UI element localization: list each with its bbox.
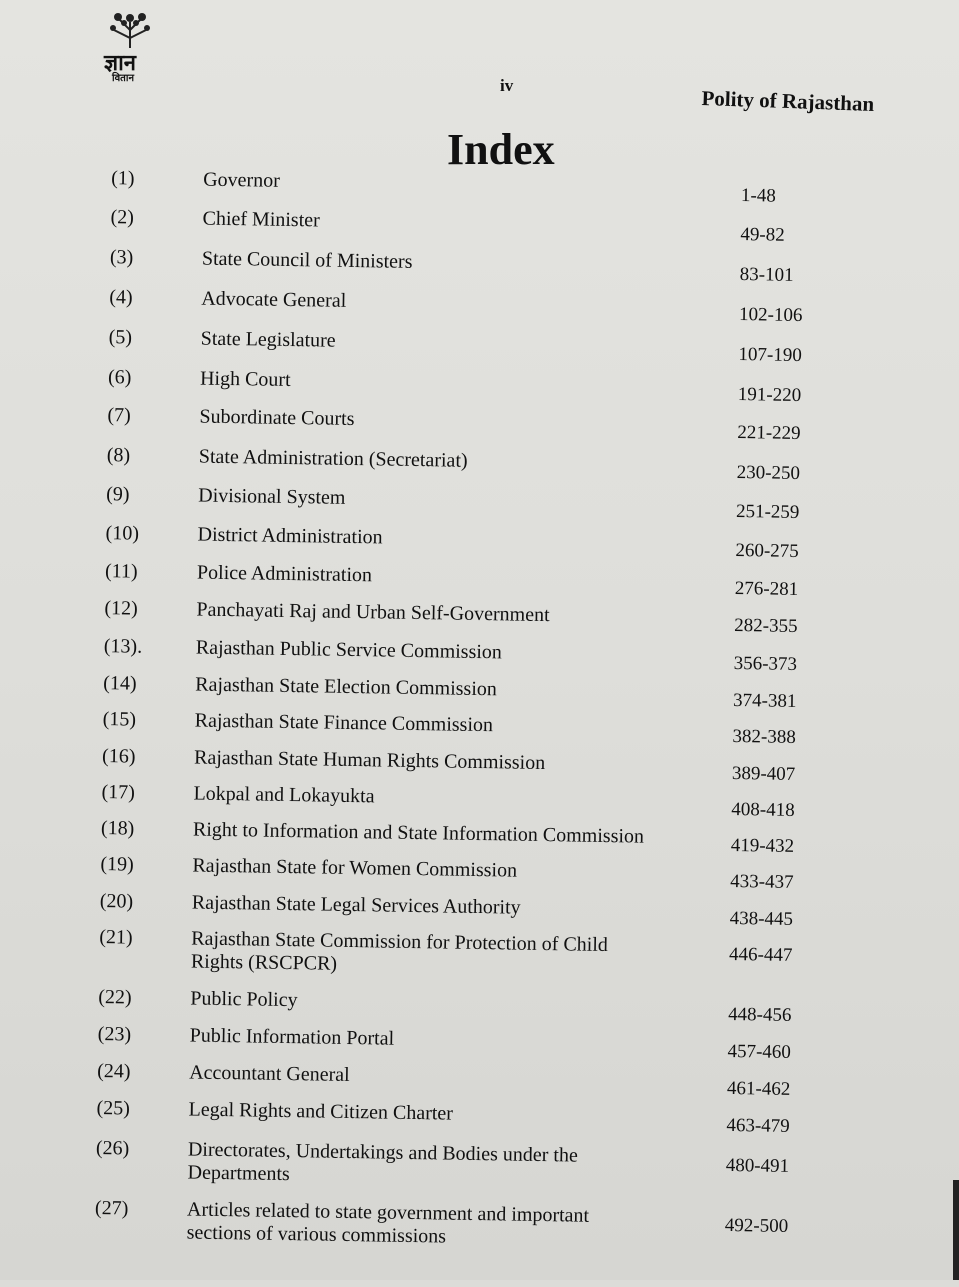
index-entry xyxy=(2,481,959,526)
entry-pages: 230-250 xyxy=(736,462,801,485)
entry-number: (16) xyxy=(101,745,136,768)
entry-pages: 480-491 xyxy=(725,1154,790,1177)
entry-number: (11) xyxy=(104,560,138,583)
entry-pages: 83-101 xyxy=(739,264,794,286)
entry-pages: 1-48 xyxy=(740,185,777,207)
entry-title: Rajasthan State Election Commission xyxy=(195,673,498,701)
entry-title: Public Information Portal xyxy=(189,1024,395,1050)
page-edge-shadow xyxy=(953,1180,959,1280)
entry-pages: 433-437 xyxy=(730,870,794,893)
entry-pages: 107-190 xyxy=(738,344,803,367)
book-title: Polity of Rajasthan xyxy=(701,86,875,117)
entry-number: (15) xyxy=(102,708,137,731)
logo-subtext: वितान xyxy=(112,73,134,84)
entry-title: Advocate General xyxy=(201,287,347,312)
entry-title: Lokpal and Lokayukta xyxy=(193,782,375,808)
svg-text:ज्ञान: ज्ञान xyxy=(104,51,137,76)
entry-title: Rajasthan State Human Rights Commission xyxy=(193,746,546,775)
entry-pages: 408-418 xyxy=(731,798,795,821)
entry-title: State Administration (Secretariat) xyxy=(198,445,468,472)
entry-number: (18) xyxy=(100,817,135,840)
entry-number: (8) xyxy=(106,444,131,467)
entry-number: (5) xyxy=(108,326,133,349)
entry-number: (26) xyxy=(95,1137,130,1160)
entry-number: (13). xyxy=(103,635,143,658)
index-entry xyxy=(6,245,959,290)
index-entry xyxy=(0,1195,950,1248)
entry-number: (22) xyxy=(98,986,132,1009)
index-entry xyxy=(0,1135,951,1186)
entry-pages: 461-462 xyxy=(726,1077,791,1100)
entry-title: Rajasthan State Legal Services Authority xyxy=(191,891,521,919)
entry-title: High Court xyxy=(199,367,291,391)
entry-title: Divisional System xyxy=(198,484,346,509)
index-entry xyxy=(3,402,959,447)
entry-pages: 276-281 xyxy=(734,577,799,600)
entry-pages: 446-447 xyxy=(728,943,793,966)
entry-number: (21) xyxy=(99,926,133,949)
index-entry xyxy=(4,324,959,369)
entry-number: (4) xyxy=(109,286,133,309)
entry-title: Legal Rights and Citizen Charter xyxy=(188,1098,454,1125)
index-entry xyxy=(0,1058,952,1103)
entry-number: (6) xyxy=(107,366,132,389)
entry-title: Rajasthan State for Women Commission xyxy=(192,854,518,882)
index-heading: Index xyxy=(447,125,555,174)
entry-pages: 251-259 xyxy=(735,501,800,523)
entry-title: Governor xyxy=(203,168,281,192)
entry-pages: 382-388 xyxy=(732,725,797,748)
index-entry xyxy=(0,1095,952,1140)
entry-pages: 282-355 xyxy=(734,614,798,637)
index-entry xyxy=(0,984,953,1029)
entry-pages: 492-500 xyxy=(724,1214,789,1237)
entry-number: (7) xyxy=(107,404,131,427)
entry-pages: 191-220 xyxy=(737,384,802,407)
entry-number: (25) xyxy=(96,1097,131,1120)
entry-title: State Council of Ministers xyxy=(201,247,413,273)
entry-pages: 356-373 xyxy=(733,652,798,675)
entry-title: Subordinate Courts xyxy=(199,405,355,430)
entry-title: District Administration xyxy=(197,523,383,549)
index-entry xyxy=(1,520,959,565)
page-number: iv xyxy=(500,76,514,95)
entry-title: Panchayati Raj and Urban Self-Government xyxy=(196,598,550,627)
entry-pages: 221-229 xyxy=(737,422,801,445)
entry-number: (12) xyxy=(104,597,138,620)
index-entry xyxy=(0,595,959,640)
index-entry xyxy=(3,442,959,487)
entry-title: Directorates, Undertakings and Bodies under the Departments xyxy=(187,1138,578,1186)
entry-pages: 389-407 xyxy=(731,762,796,785)
entry-number: (3) xyxy=(109,246,134,269)
entry-number: (17) xyxy=(101,781,136,804)
entry-pages: 102-106 xyxy=(738,304,803,327)
index-entry xyxy=(6,205,959,250)
entry-number: (1) xyxy=(111,167,135,190)
index-entry xyxy=(4,364,959,409)
entry-number: (20) xyxy=(99,890,134,913)
entry-title: Rajasthan Public Service Commission xyxy=(195,636,503,664)
index-entry xyxy=(0,1021,953,1066)
entry-number: (19) xyxy=(100,853,134,876)
entry-title: Police Administration xyxy=(196,561,373,587)
entry-title: State Legislature xyxy=(200,327,336,352)
entry-number: (14) xyxy=(103,672,137,695)
index-entry xyxy=(5,285,959,330)
entry-pages: 419-432 xyxy=(730,834,795,857)
entry-title: Accountant General xyxy=(188,1061,350,1087)
entry-number: (27) xyxy=(94,1197,129,1220)
entry-pages: 374-381 xyxy=(732,689,797,712)
entry-number: (9) xyxy=(106,483,130,506)
entry-pages: 457-460 xyxy=(727,1040,792,1063)
entry-title: Right to Information and State Information Commission xyxy=(192,818,645,848)
entry-number: (24) xyxy=(97,1060,131,1083)
entry-title: Public Policy xyxy=(190,987,298,1012)
entry-pages: 260-275 xyxy=(735,540,799,562)
entry-pages: 438-445 xyxy=(729,907,794,930)
entry-number: (2) xyxy=(110,206,135,229)
entry-number: (23) xyxy=(97,1023,132,1046)
index-entry xyxy=(7,166,959,211)
entry-title: Rajasthan State Finance Commission xyxy=(194,709,494,737)
entry-title: Chief Minister xyxy=(202,207,320,232)
entry-pages: 448-456 xyxy=(727,1003,792,1026)
entry-title: Articles related to state government and important sections of various commissions xyxy=(186,1198,590,1248)
entry-pages: 49-82 xyxy=(740,224,785,246)
entry-title: Rajasthan State Commission for Protection of Child Rights (RSCPCR) xyxy=(190,927,609,975)
entry-number: (10) xyxy=(105,522,140,545)
entry-pages: 463-479 xyxy=(726,1114,790,1137)
